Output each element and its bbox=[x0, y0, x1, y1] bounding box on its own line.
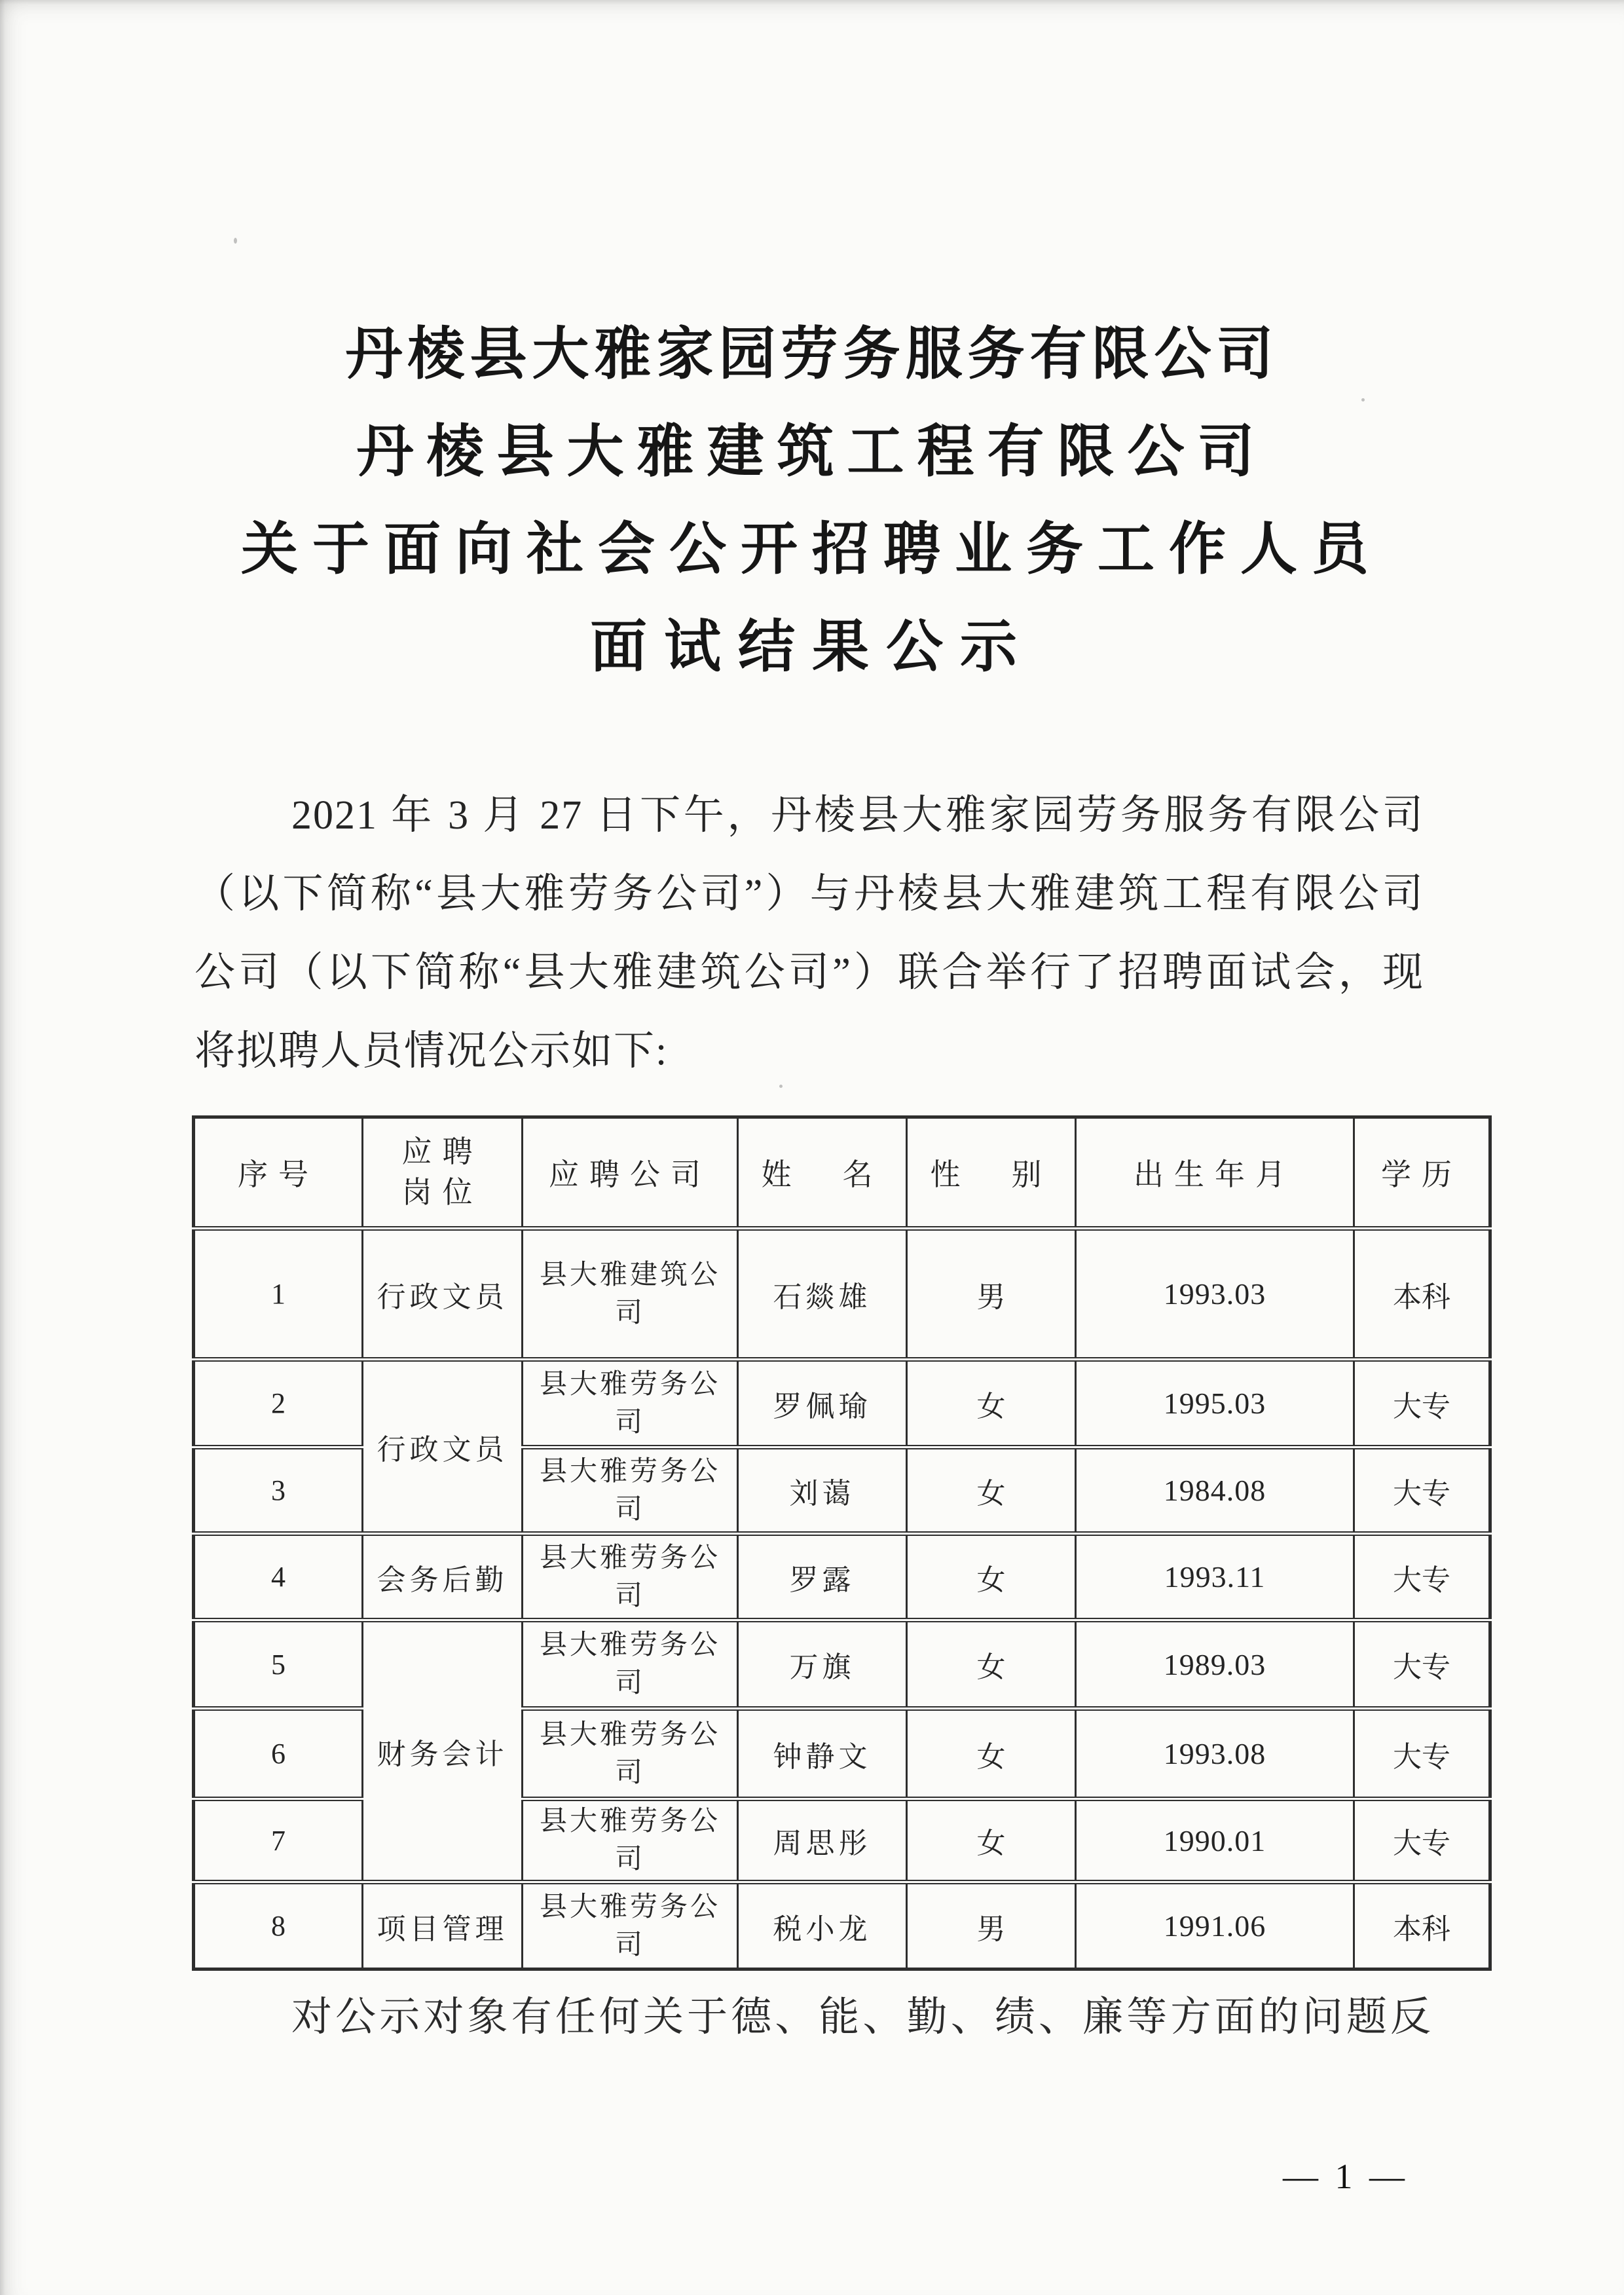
cell-job-merged: 行政文员 bbox=[363, 1360, 523, 1534]
cell-birth: 1990.01 bbox=[1076, 1799, 1354, 1882]
feedback-note-text: 对公示对象有任何关于德、能、勤、绩、廉等方面的问题反 bbox=[291, 1995, 1432, 2040]
cell-company bbox=[523, 1360, 738, 1447]
title-line: 丹棱县大雅建筑工程有限公司 bbox=[356, 420, 1268, 483]
col-header-job-label: 应聘岗位 bbox=[401, 1135, 483, 1209]
title-line: 丹棱县大雅家园劳务服务有限公司 bbox=[345, 322, 1279, 386]
company-label: 县大雅劳务公司 bbox=[539, 1542, 720, 1611]
cell-gender: 女 bbox=[907, 1447, 1076, 1534]
cell-birth: 1993.03 bbox=[1076, 1229, 1354, 1360]
cell-seq: 3 bbox=[194, 1447, 363, 1534]
cell-gender: 女 bbox=[907, 1360, 1076, 1447]
document-title bbox=[0, 305, 1624, 696]
cell-gender: 女 bbox=[907, 1534, 1076, 1620]
company-label: 县大雅劳务公司 bbox=[539, 1456, 720, 1525]
company-label: 县大雅劳务公司 bbox=[539, 1369, 720, 1438]
table-row bbox=[194, 1534, 1490, 1620]
cell-job: 行政文员 bbox=[363, 1229, 523, 1360]
col-header-gender: 性 别 bbox=[907, 1117, 1076, 1229]
cell-company bbox=[523, 1882, 738, 1969]
cell-name: 万旗 bbox=[738, 1620, 907, 1709]
cell-name: 罗露 bbox=[738, 1534, 907, 1620]
cell-seq: 1 bbox=[194, 1229, 363, 1360]
company-label: 县大雅劳务公司 bbox=[539, 1892, 720, 1960]
cell-name: 钟静文 bbox=[738, 1709, 907, 1799]
cell-education: 大专 bbox=[1354, 1534, 1490, 1620]
scan-speck bbox=[234, 238, 237, 244]
table-row bbox=[194, 1360, 1490, 1447]
company-label: 县大雅劳务公司 bbox=[539, 1719, 720, 1788]
cell-education: 本科 bbox=[1354, 1229, 1490, 1360]
cell-seq: 2 bbox=[194, 1360, 363, 1447]
table-header-row bbox=[194, 1117, 1490, 1229]
cell-birth: 1993.08 bbox=[1076, 1709, 1354, 1799]
cell-gender: 女 bbox=[907, 1709, 1076, 1799]
cell-gender: 男 bbox=[907, 1882, 1076, 1969]
cell-seq: 5 bbox=[194, 1620, 363, 1709]
cell-education: 大专 bbox=[1354, 1709, 1490, 1799]
cell-company bbox=[523, 1447, 738, 1534]
paragraph-line: 2021 年 3 月 27 日下午，丹棱县大雅家园劳务服务有限公司 bbox=[291, 793, 1424, 838]
cell-seq: 7 bbox=[194, 1799, 363, 1882]
company-label: 县大雅建筑公司 bbox=[539, 1259, 720, 1328]
cell-name: 税小龙 bbox=[738, 1882, 907, 1969]
cell-education: 大专 bbox=[1354, 1360, 1490, 1447]
paragraph-line: 公司（以下简称“县大雅建筑公司”）联合举行了招聘面试会，现 bbox=[194, 950, 1424, 995]
cell-name: 罗佩瑜 bbox=[738, 1360, 907, 1447]
table-row bbox=[194, 1882, 1490, 1969]
cell-gender: 女 bbox=[907, 1799, 1076, 1882]
cell-education: 本科 bbox=[1354, 1882, 1490, 1969]
cell-seq: 6 bbox=[194, 1709, 363, 1799]
cell-birth: 1991.06 bbox=[1076, 1882, 1354, 1969]
cell-seq: 8 bbox=[194, 1882, 363, 1969]
cell-company bbox=[523, 1620, 738, 1709]
cell-birth: 1989.03 bbox=[1076, 1620, 1354, 1709]
cell-job: 会务后勤 bbox=[363, 1534, 523, 1620]
interview-results-table bbox=[192, 1115, 1492, 1971]
page-number: — 1 — bbox=[1283, 2157, 1409, 2196]
cell-job-merged: 财务会计 bbox=[363, 1620, 523, 1882]
cell-education: 大专 bbox=[1354, 1447, 1490, 1534]
cell-birth: 1993.11 bbox=[1076, 1534, 1354, 1620]
paragraph-line: （以下简称“县大雅劳务公司”）与丹棱县大雅建筑工程有限公司 bbox=[194, 872, 1424, 916]
title-line: 关于面向社会公开招聘业务工作人员 bbox=[241, 517, 1383, 581]
feedback-note-line bbox=[194, 1978, 1432, 2057]
cell-gender: 女 bbox=[907, 1620, 1076, 1709]
cell-company bbox=[523, 1229, 738, 1360]
cell-name: 周思彤 bbox=[738, 1799, 907, 1882]
title-line: 面试结果公示 bbox=[590, 615, 1034, 679]
company-label: 县大雅劳务公司 bbox=[539, 1806, 720, 1875]
cell-education: 大专 bbox=[1354, 1620, 1490, 1709]
col-header-birth: 出生年月 bbox=[1076, 1117, 1354, 1229]
cell-gender: 男 bbox=[907, 1229, 1076, 1360]
paragraph-line: 将拟聘人员情况公示如下: bbox=[194, 1029, 669, 1073]
cell-company bbox=[523, 1709, 738, 1799]
cell-birth: 1995.03 bbox=[1076, 1360, 1354, 1447]
cell-name: 刘蔼 bbox=[738, 1447, 907, 1534]
col-header-name: 姓 名 bbox=[738, 1117, 907, 1229]
col-header-job bbox=[363, 1117, 523, 1229]
col-header-education: 学历 bbox=[1354, 1117, 1490, 1229]
cell-seq: 4 bbox=[194, 1534, 363, 1620]
cell-job: 项目管理 bbox=[363, 1882, 523, 1969]
table-row bbox=[194, 1620, 1490, 1709]
table-row bbox=[194, 1229, 1490, 1360]
cell-birth: 1984.08 bbox=[1076, 1447, 1354, 1534]
company-label: 县大雅劳务公司 bbox=[539, 1630, 720, 1698]
cell-education: 大专 bbox=[1354, 1799, 1490, 1882]
cell-company bbox=[523, 1534, 738, 1620]
col-header-company: 应聘公司 bbox=[523, 1117, 738, 1229]
cell-company bbox=[523, 1799, 738, 1882]
intro-paragraph bbox=[194, 776, 1424, 1091]
cell-name: 石燚雄 bbox=[738, 1229, 907, 1360]
col-header-seq: 序号 bbox=[194, 1117, 363, 1229]
